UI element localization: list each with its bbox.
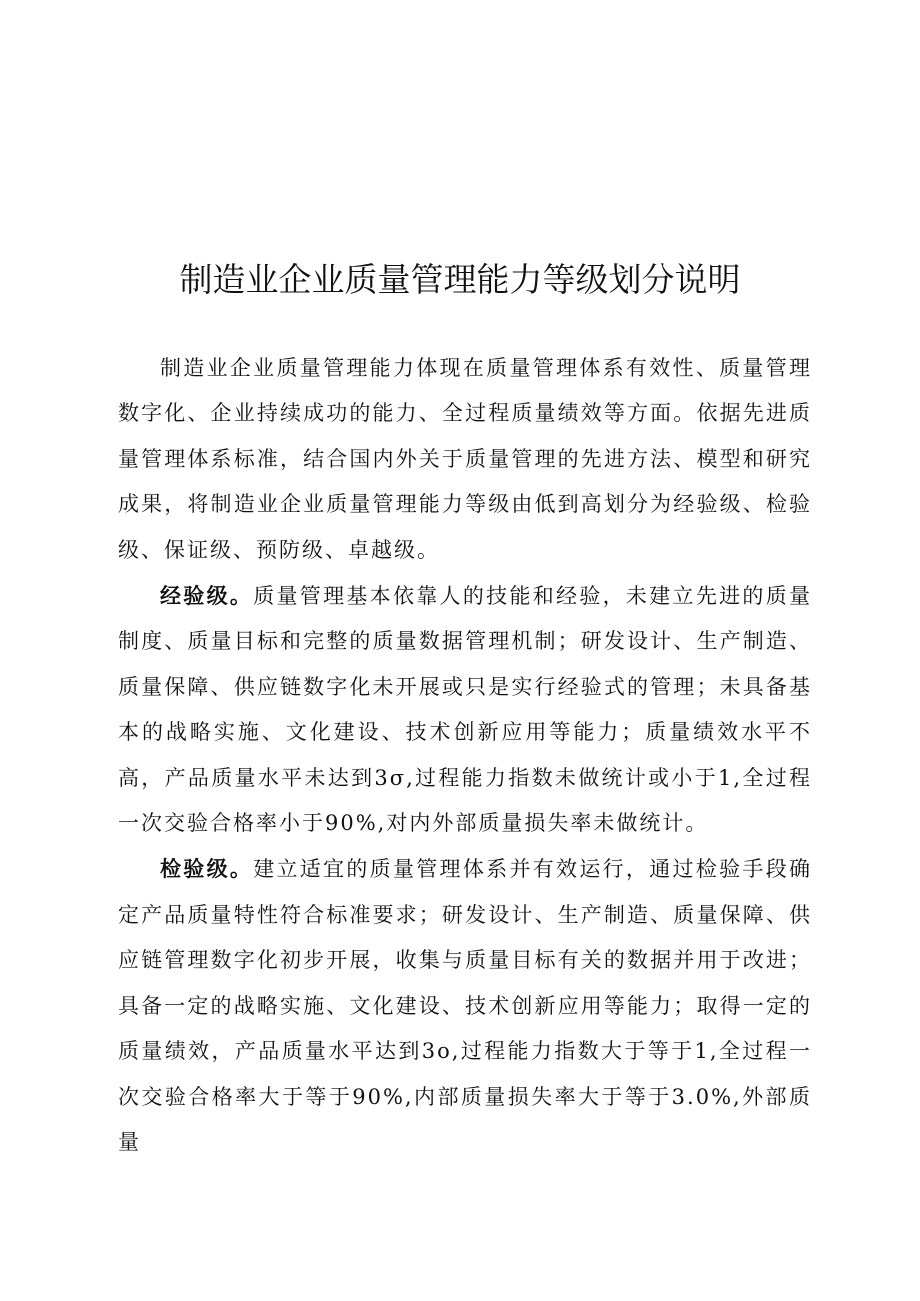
- document-body: [118, 346, 812, 1165]
- level-paragraph-experience: [118, 573, 812, 846]
- level-text: 质量管理基本依靠人的技能和经验，未建立先进的质量制度、质量目标和完整的质量数据管理机制；研发设计、生产制造、质量保障、供应链数字化未开展或只是实行经验式的管理；未具备基本的战略实施、文化建设、技术创新应用等能力；质量绩效水平不高，产品质量水平未达到3σ,过程能力指数未做统计或小于1,全过程一次交验合格率小于90%,对内外部质量损失率未做统计。: [118, 584, 813, 836]
- level-label: 经验级。: [160, 583, 254, 609]
- level-paragraph-inspection: [118, 846, 812, 1165]
- document-title: 制造业企业质量管理能力等级划分说明: [179, 260, 741, 299]
- level-label: 检验级。: [160, 856, 254, 882]
- level-text: 建立适宜的质量管理体系并有效运行，通过检验手段确定产品质量特性符合标准要求；研发设计、生产制造、质量保障、供应链管理数字化初步开展，收集与质量目标有关的数据并用于改进；具备一定的战略实施、文化建设、技术创新应用等能力；取得一定的质量绩效，产品质量水平达到3o,过程能力指数大于等于1,全过程一次交验合格率大于等于90%,内部质量损失率大于等于3.0%,外部质量: [118, 857, 813, 1154]
- intro-paragraph: 制造业企业质量管理能力体现在质量管理体系有效性、质量管理数字化、企业持续成功的能力、全过程质量绩效等方面。依据先进质量管理体系标准，结合国内外关于质量管理的先进方法、模型和研究成果，将制造业企业质量管理能力等级由低到高划分为经验级、检验级、保证级、预防级、卓越级。: [118, 356, 812, 562]
